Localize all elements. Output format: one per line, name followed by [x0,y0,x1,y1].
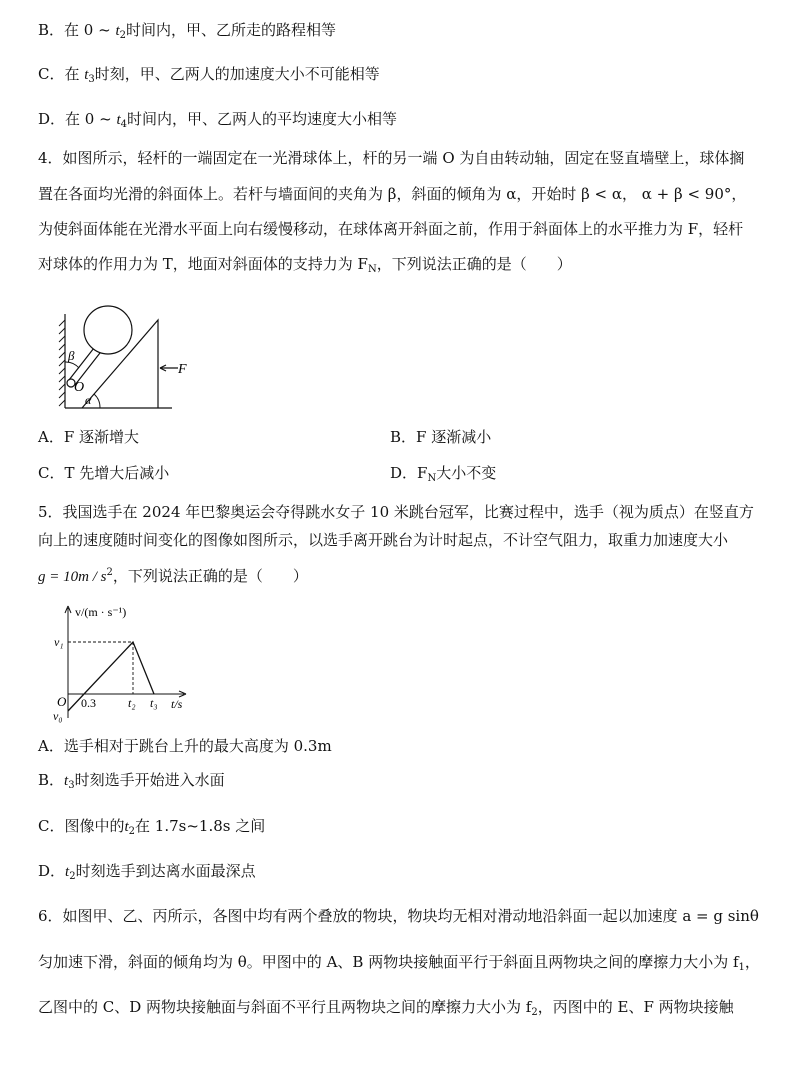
q5-line-3-post: ，下列说法正确的是（ ） [112,567,308,585]
q5-y-label: v/(m · s⁻¹) [75,605,127,619]
q5-line-3-g: g = 10m / s [38,569,107,585]
q5-option-c-sub: 2 [128,826,136,837]
q4-option-b: B．F 逐渐减小 [390,428,492,446]
q5-option-d-var: t [65,864,70,880]
q3-option-b-post: 时间内，甲、乙所走的路程相等 [126,21,337,39]
q5-option-c-var: t [124,819,129,835]
q6-line-2 [38,952,760,978]
q4-option-d-pre: D．F [390,464,428,482]
q6-line-2-post: ， [744,953,760,971]
q5-option-b-sub: 3 [68,780,75,791]
q4-ball [84,306,132,354]
q4-option-d-post: 大小不变 [436,464,497,482]
q3-option-b-sub: 2 [119,30,126,41]
q3-option-c [38,64,380,90]
q4-option-c: C．T 先增大后减小 [38,464,170,482]
q5-option-d-sub: 2 [69,871,76,882]
q5-line-3-sup: 2 [106,567,113,578]
q3-option-d [38,109,397,135]
q4-line-1: 4．如图所示，轻杆的一端固定在一光滑球体上，杆的另一端 O 为自由转动轴，固定在竖直墙壁上，球体搁 [38,149,745,167]
q6-line-3-pre: 乙图中的 C、D 两物块接触面与斜面不平行且两物块之间的摩擦力大小为 f [38,998,532,1016]
q3-option-d-post: 时间内，甲、乙两人的平均速度大小相等 [127,110,398,128]
q4-line-4-sub: N [367,264,377,275]
q5-option-b-pre: B． [38,771,65,789]
q5-option-c [38,816,265,842]
q4-wall-hatch [59,320,65,406]
q5-label-t2: t₂ [128,696,136,710]
q5-option-d [38,861,256,887]
q5-option-b-var: t [64,773,69,789]
q5-label-origin: O [57,694,67,709]
q6-line-3-post: ，丙图中的 E、F 两物块接触 [537,998,734,1016]
q4-option-d-sub: N [427,473,437,484]
q4-option-d [390,463,496,489]
q5-line-2: 向上的速度随时间变化的图像如图所示，以选手离开跳台为计时起点，不计空气阻力，取重力加速度大小 [38,531,729,549]
q5-label-t3: t₃ [150,696,158,710]
q3-option-c-pre: C．在 [38,65,85,83]
q3-option-b-pre: B．在 0 ~ [38,21,116,39]
q5-option-d-post: 时刻选手到达离水面最深点 [75,862,256,880]
q5-vt-graph [50,600,200,724]
q5-option-a: A．选手相对于跳台上升的最大高度为 0.3m [38,737,332,755]
q5-label-v1: v₁ [54,635,64,649]
q3-option-d-pre: D．在 0 ~ [38,110,117,128]
q3-option-d-sub: 4 [120,119,127,130]
q5-label-v0: v₀ [53,709,63,723]
q3-option-c-var: t [84,67,89,83]
q4-line-2: 置在各面均光滑的斜面体上。若杆与墙面间的夹角为 β，斜面的倾角为 α，开始时 β < α， α + β < 90°， [38,185,747,203]
q4-label-f: F [178,362,187,377]
q4-label-beta: β [68,348,75,363]
q4-line-4 [38,254,572,280]
q5-option-b [38,770,225,796]
q3-option-d-var: t [116,112,121,128]
q4-figure [50,296,210,412]
q3-option-c-sub: 3 [88,74,95,85]
q4-line-4-pre: 对球体的作用力为 T，地面对斜面体的支持力为 F [38,255,368,273]
q4-line-4-post: ，下列说法正确的是（ ） [376,255,572,273]
q5-x-label: t/s [171,697,183,711]
q5-line-3 [38,563,308,587]
q5-option-c-post: 在 1.7s~1.8s 之间 [135,817,266,835]
q3-option-c-post: 时刻，甲、乙两人的加速度大小不可能相等 [94,65,380,83]
q4-line-3: 为使斜面体能在光滑水平面上向右缓慢移动，在球体离开斜面之前，作用于斜面体上的水平推力为 F，轻杆 [38,220,744,238]
q4-label-alpha: α [85,393,92,407]
q5-option-c-pre: C．图像中的 [38,817,125,835]
q4-alpha-arc [94,394,100,408]
q6-line-1: 6．如图甲、乙、丙所示，各图中均有两个叠放的物块，物块均无相对滑动地沿斜面一起以加速度 a = g sinθ [38,907,759,925]
q4-label-o: O [74,380,85,395]
q5-option-d-pre: D． [38,862,66,880]
q6-line-3-sub: 2 [531,1007,538,1018]
q4-option-a: A．F 逐渐增大 [38,428,140,446]
q5-line-1: 5．我国选手在 2024 年巴黎奥运会夺得跳水女子 10 米跳台冠军，比赛过程中，选手（视为质点）在竖直方 [38,503,754,521]
q6-line-2-sub: 1 [738,962,745,973]
q6-line-2-pre: 匀加速下滑，斜面的倾角均为 θ。甲图中的 A、B 两物块接触面平行于斜面且两物块之间的摩擦力大小为 f [38,953,739,971]
q3-option-b-var: t [115,23,120,39]
q5-label-0-3: 0.3 [81,696,96,710]
q6-line-3 [38,997,734,1023]
q3-option-b [38,20,336,46]
q5-option-b-post: 时刻选手开始进入水面 [74,771,225,789]
